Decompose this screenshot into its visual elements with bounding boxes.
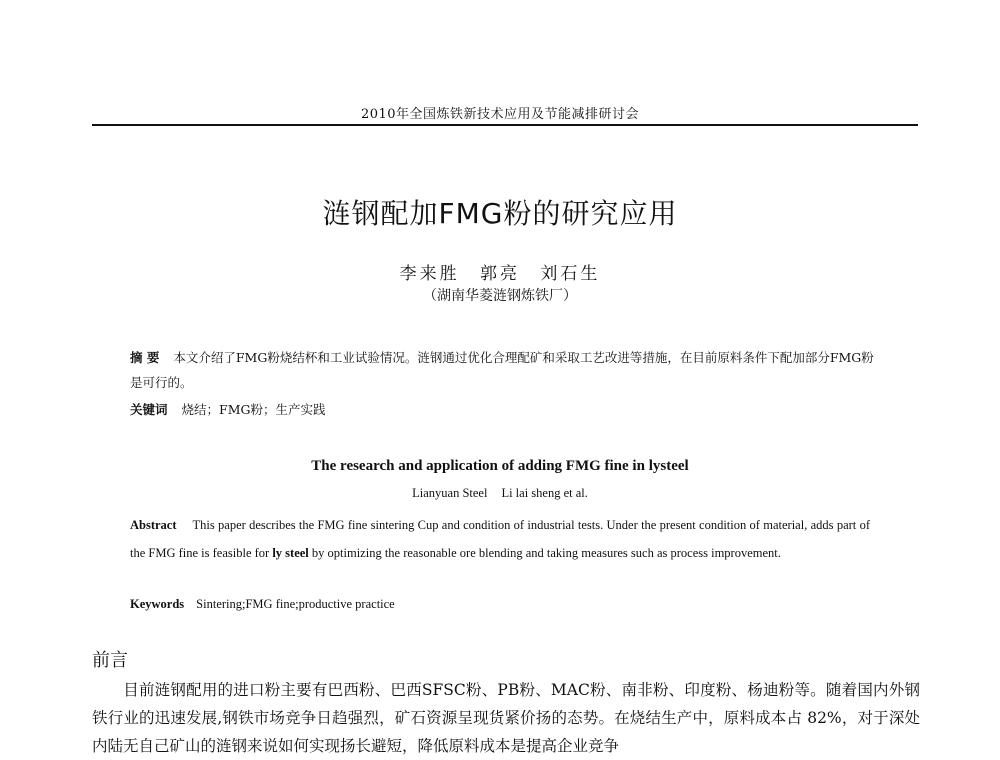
english-keywords-text: Sintering;FMG fine;productive practice (196, 597, 395, 611)
english-org: Lianyuan Steel (412, 486, 488, 500)
chinese-keywords-text: 烧结；FMG粉；生产实践 (181, 402, 326, 417)
body-paragraph (92, 676, 920, 760)
body-paragraph-text: 目前涟钢配用的进口粉主要有巴西粉、巴西SFSC粉、PB粉、MAC粉、南非粉、印度粉、杨迪粉等。随着国内外钢铁行业的迅速发展,钢铁市场竞争日趋强烈，矿石资源呈现货紧价扬的态势。在烧结生产中，原料成本占 82%，对于深处内陆无自己矿山的涟钢来说如何实现扬长避短，降低原料成本是提高企业竞争 (92, 681, 920, 755)
english-authors (0, 486, 1000, 501)
affiliation: （湖南华菱涟钢炼铁厂） (423, 288, 577, 304)
running-head: 2010年全国炼铁新技术应用及节能减排研讨会 (360, 107, 640, 122)
english-abstract-text-after: by optimizing the reasonable ore blending and taking measures such as process improvement. (311, 545, 781, 560)
section-heading: 前言 (92, 650, 128, 671)
header-rule (92, 124, 918, 126)
authors: 李来胜 郭亮 刘石生 (399, 264, 601, 284)
english-title: The research and application of adding FMG fine in lysteel (311, 458, 689, 474)
chinese-abstract (130, 345, 875, 395)
english-keywords (130, 597, 870, 612)
english-author-names: Li lai sheng et al. (501, 486, 588, 500)
paper-title: 涟钢配加FMG粉的研究应用 (322, 197, 678, 230)
chinese-keywords-label: 关键词 (130, 402, 168, 417)
english-abstract-highlight: ly steel (272, 545, 309, 560)
english-abstract-text-before: This paper describes the FMG fine sintering Cup and condition of industrial tests. Under the present condition of material, adds part of the FMG fine is feasible for (130, 518, 870, 560)
english-abstract-label: Abstract (130, 518, 177, 532)
chinese-keywords (130, 400, 875, 418)
chinese-abstract-text: 本文介绍了FMG粉烧结杯和工业试验情况。涟钢通过优化合理配矿和采取工艺改进等措施，在目前原料条件下配加部分FMG粉是可行的。 (130, 350, 874, 390)
english-keywords-label: Keywords (130, 597, 185, 611)
english-abstract (130, 512, 870, 567)
chinese-abstract-label: 摘 要 (130, 350, 160, 365)
